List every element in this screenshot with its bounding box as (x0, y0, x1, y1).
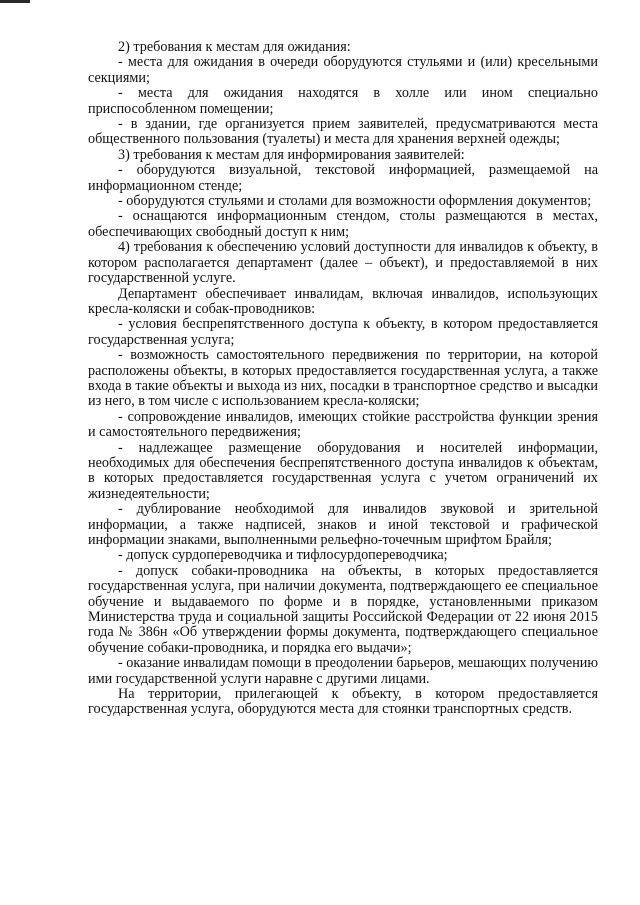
paragraph-escort: - сопровождение инвалидов, имеющих стойкие расстройства функции зрения и самостоятельного передвижения; (88, 408, 598, 441)
paragraph-waiting-seats: - места для ожидания в очереди оборудуются стульями и (или) кресельными секциями; (88, 54, 598, 86)
paragraph-department-provides: Департамент обеспечивает инвалидам, включая инвалидов, использующих кресла-коляски и собак-проводников: (88, 285, 598, 317)
paragraph-waiting-location: - места для ожидания находятся в холле или ином специально приспособленном помещении; (88, 85, 598, 117)
paragraph-barrier-assistance: - оказание инвалидам помощи в преодолении барьеров, мешающих получению ими государственной услуги наравне с другими лицами. (88, 655, 598, 687)
paragraph-chairs-tables: - оборудуются стульями и столами для возможности оформления документов; (118, 193, 592, 210)
paragraph-information-stand: - оборудуются визуальной, текстовой информацией, размещаемой на информационном стенде; (88, 162, 598, 194)
paragraph-stand-access: - оснащаются информационным стендом, столы размещаются в местах, обеспечивающих свободный доступ к ним; (88, 208, 598, 240)
scan-edge-mark (0, 0, 30, 3)
paragraph-unobstructed-access: - условия беспрепятственного доступа к объекту, в котором предоставляется государственная услуга; (88, 316, 598, 348)
paragraph-equipment-placement: - надлежащее размещение оборудования и носителей информации, необходимых для обеспечения беспрепятственного доступа инвалидов к объектам, в которых предоставляется государственная услуга с учетом ограничений их жизнедеятельности; (88, 439, 598, 502)
paragraph-waiting-requirements-heading: 2) требования к местам для ожидания: (118, 39, 351, 55)
paragraph-independent-movement: - возможность самостоятельного передвижения по территории, на которой расположены объекты, в которых предоставляется государственная услуга, а также входа в такие объекты и выхода из них, посадки в транспортное средство и высадки из него, в том числе с использованием кресла-коляски; (88, 347, 598, 410)
paragraph-public-facilities: - в здании, где организуется прием заявителей, предусматриваются места общественного пользования (туалеты) и места для хранения верхней одежды; (88, 116, 598, 148)
paragraph-parking: На территории, прилегающей к объекту, в котором предоставляется государственная услуга, оборудуются места для стоянки транспортных средств. (88, 686, 598, 718)
paragraph-braille-duplication: - дублирование необходимой для инвалидов звуковой и зрительной информации, а также надписей, знаков и иной текстовой и графической информации знаками, выполненными рельефно-точечным шрифтом Брайля; (88, 501, 598, 548)
document-body (88, 40, 598, 718)
paragraph-guide-dog: - допуск собаки-проводника на объекты, в которых предоставляется государственная услуга, при наличии документа, подтверждающего ее специальное обучение и выдаваемого по форме и в порядке, установленными приказом Министерства труда и социальной защиты Российской Федерации от 22 июня 2015 года № 386н «Об утверждении формы документа, подтверждающего специальное обучение собаки-проводника, и порядка его выдачи»; (88, 562, 598, 656)
paragraph-interpreters: - допуск сурдопереводчика и тифлосурдопереводчика; (118, 547, 448, 564)
paragraph-information-requirements-heading: 3) требования к местам для информирования заявителей: (118, 146, 465, 163)
paragraph-accessibility-requirements: 4) требования к обеспечению условий доступности для инвалидов к объекту, в котором располагается департамент (далее – объект), и предоставляемой в них государственной услуге. (88, 239, 598, 287)
